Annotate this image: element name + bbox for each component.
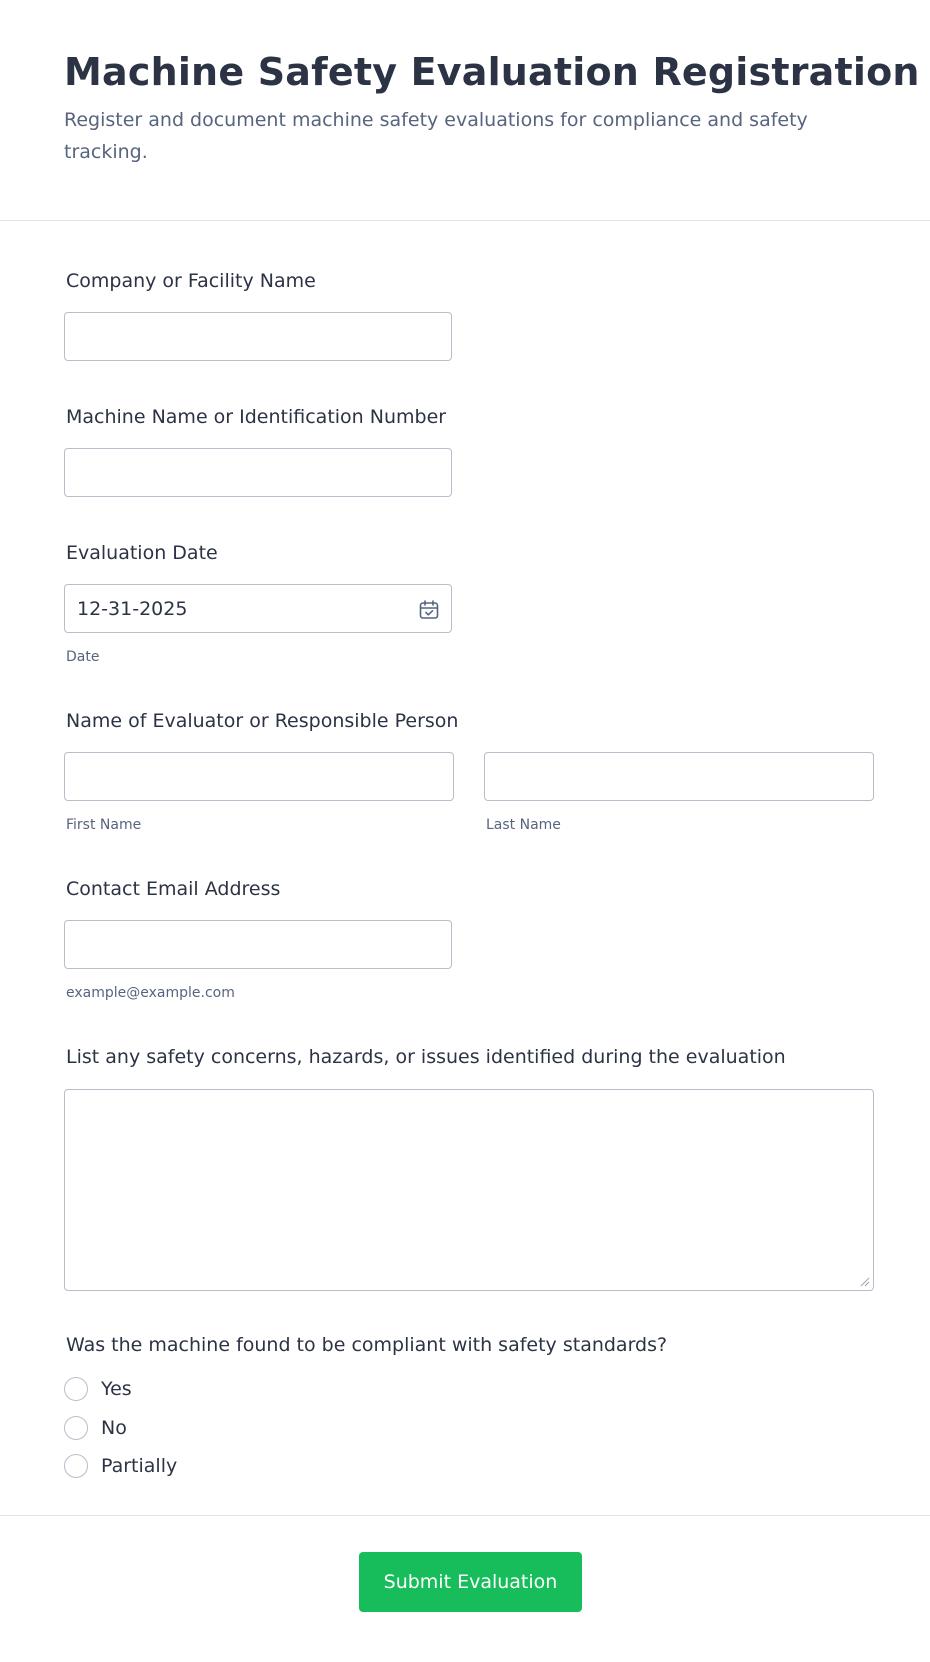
calendar-icon[interactable] (418, 599, 440, 621)
last-name-sublabel: Last Name (486, 817, 561, 833)
evaluator-last-name-input[interactable] (484, 752, 874, 801)
compliance-label: Was the machine found to be compliant with safety standards? (66, 1334, 668, 1356)
form-title: Machine Safety Evaluation Registration (64, 50, 920, 94)
compliance-option-partially[interactable] (64, 1453, 177, 1479)
radio-circle-icon[interactable] (64, 1416, 88, 1440)
evaluation-date-label: Evaluation Date (66, 542, 218, 564)
evaluation-date-value: 12-31-2025 (77, 598, 188, 620)
company-label: Company or Facility Name (66, 270, 316, 292)
company-input[interactable] (64, 312, 452, 361)
submit-button[interactable]: Submit Evaluation (359, 1552, 582, 1612)
compliance-option-no[interactable] (64, 1415, 127, 1441)
first-name-sublabel: First Name (66, 817, 142, 833)
form-header (0, 0, 930, 221)
email-label: Contact Email Address (66, 878, 281, 900)
machine-label: Machine Name or Identification Number (66, 406, 447, 428)
machine-input[interactable] (64, 448, 452, 497)
concerns-textarea[interactable] (64, 1089, 874, 1291)
email-sublabel: example@example.com (66, 985, 235, 1001)
form-subtitle: Register and document machine safety evaluations for compliance and safety tracking. (64, 109, 808, 163)
evaluation-date-sublabel: Date (66, 649, 100, 665)
radio-label: No (101, 1417, 127, 1439)
evaluator-label: Name of Evaluator or Responsible Person (66, 710, 459, 732)
radio-circle-icon[interactable] (64, 1377, 88, 1401)
email-input[interactable] (64, 920, 452, 969)
resize-grip-icon[interactable] (858, 1275, 870, 1287)
concerns-label: List any safety concerns, hazards, or issues identified during the evaluation (66, 1046, 786, 1068)
evaluator-first-name-input[interactable] (64, 752, 454, 801)
radio-circle-icon[interactable] (64, 1454, 88, 1478)
compliance-option-yes[interactable] (64, 1376, 132, 1402)
radio-label: Yes (101, 1378, 132, 1400)
footer-divider (0, 1515, 930, 1516)
radio-label: Partially (101, 1455, 178, 1477)
